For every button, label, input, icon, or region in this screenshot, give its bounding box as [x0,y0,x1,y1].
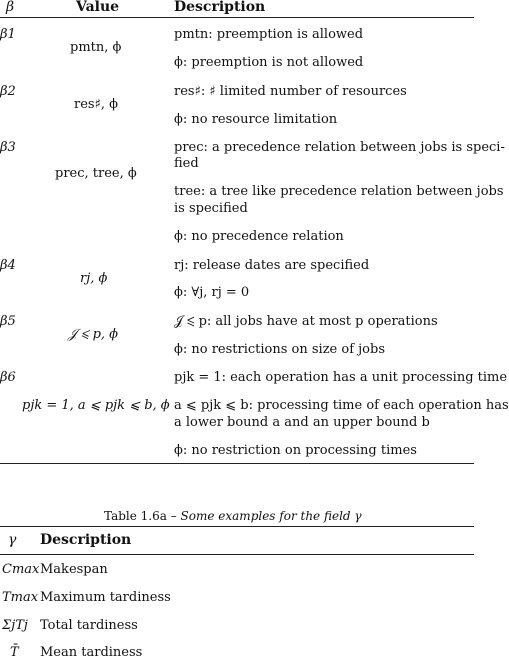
beta-row-value: res♯, ϕ [74,97,118,112]
beta-row-desc-line: fied [174,156,199,171]
beta-row-desc-line: tree: a tree like precedence relation between jobs [174,184,504,199]
table-caption [104,510,362,522]
beta-row-symbol: β6 [0,370,16,385]
gamma-row-symbol: ΣjTj [2,618,28,633]
table-gamma-top-rule [0,526,474,527]
beta-row-value: pmtn, ϕ [70,40,122,55]
beta-row-desc-line: ϕ: no precedence relation [174,229,344,244]
beta-header-description: Description [174,0,266,15]
beta-row-symbol: β3 [0,140,16,155]
beta-row-value: rj, ϕ [80,271,108,286]
gamma-row-symbol: Cmax [2,562,40,577]
beta-row-desc-line: rj: release dates are specified [174,258,370,273]
gamma-header-description: Description [40,532,132,548]
beta-row-desc-line: pjk = 1: each operation has a unit processing time [174,370,508,385]
beta-row-desc-line: is specified [174,201,248,216]
beta-row-desc-line: ϕ: preemption is not allowed [174,55,364,70]
caption-label: Table 1.6a – [104,509,177,523]
beta-row-symbol: β4 [0,258,16,273]
beta-row-desc-line: res♯: ♯ limited number of resources [174,84,407,99]
caption-text: Some examples for the field γ [180,509,362,523]
beta-row-value: pjk = 1, a ⩽ pjk ⩽ b, ϕ [22,398,170,413]
beta-row-value: 𝒥 ⩽ p, ϕ [68,327,119,342]
gamma-row-description: Maximum tardiness [40,590,171,605]
beta-row-desc-line: 𝒥 ⩽ p: all jobs have at most p operations [174,314,438,329]
beta-row-desc-line: ϕ: no resource limitation [174,112,338,127]
gamma-header-symbol: γ [8,532,17,548]
beta-row-symbol: β1 [0,27,16,42]
beta-row-value: prec, tree, ϕ [55,166,137,181]
beta-row-symbol: β5 [0,314,16,329]
beta-row-desc-line: ϕ: no restrictions on size of jobs [174,342,386,357]
gamma-row-symbol: T̄ [10,645,19,660]
table-gamma-header-rule [0,554,474,555]
table-beta-bottom-rule [0,463,474,464]
beta-row-desc-line: a lower bound a and an upper bound b [174,415,430,430]
beta-header-value: Value [76,0,120,15]
gamma-row-description: Makespan [40,562,108,577]
beta-row-desc-line: a ⩽ pjk ⩽ b: processing time of each operation has [174,398,509,413]
beta-row-desc-line: prec: a precedence relation between jobs is speci- [174,140,505,155]
gamma-row-symbol: Tmax [2,590,39,605]
beta-row-desc-line: ϕ: no restriction on processing times [174,443,417,458]
beta-row-symbol: β2 [0,84,16,99]
gamma-row-description: Mean tardiness [40,645,143,660]
beta-row-desc-line: ϕ: ∀j, rj = 0 [174,285,250,300]
beta-header-symbol: β [6,0,15,15]
table-beta-header-rule [0,17,474,18]
gamma-row-description: Total tardiness [40,618,138,633]
beta-row-desc-line: pmtn: preemption is allowed [174,27,364,42]
